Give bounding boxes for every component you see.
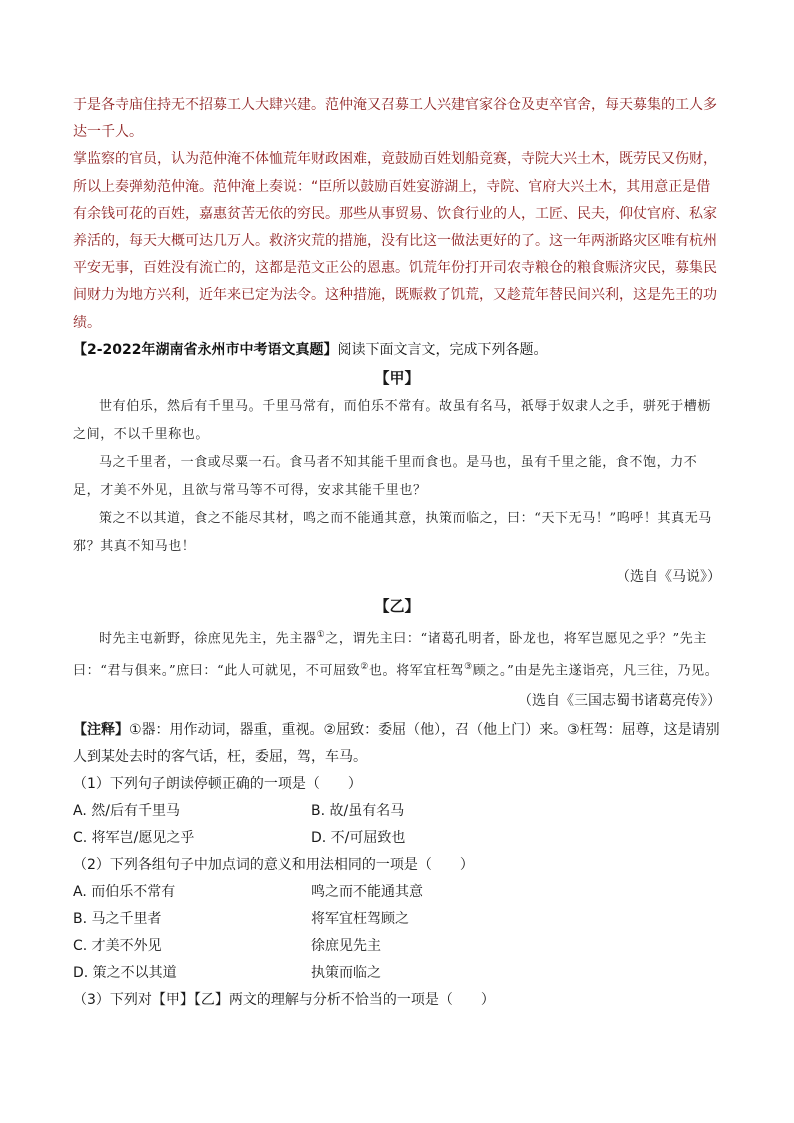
option-c: C. 将军岂/愿见之乎	[73, 830, 195, 847]
question-3-stem: （3）下列对【甲】【乙】两文的理解与分析不恰当的一项是（ ）	[73, 992, 495, 1009]
passage-b-text: 也。将军宜枉驾	[368, 663, 465, 679]
footnote-marker: ①	[316, 629, 326, 640]
passage-b-paragraph	[73, 621, 721, 686]
option-b: B. 故/虽有名马	[311, 803, 405, 820]
option-d: D. 不/可屈致也	[311, 830, 406, 847]
annotation-notes	[73, 717, 721, 771]
passage-a-paragraph: 世有伯乐，然后有千里马。千里马常有，而伯乐不常有。故虽有名马，祇辱于奴隶人之手，骈死于槽枥之间，不以千里称也。	[73, 398, 712, 442]
passage-a-paragraph: 马之千里者，一食或尽粟一石。食马者不知其能千里而食也。是马也，虽有千里之能，食不饱，力不足，才美不外见，且欲与常马等不可得，安求其能千里也？	[73, 454, 698, 498]
option-d-left: D. 策之不以其道	[73, 965, 177, 982]
option-a-left: A. 而伯乐不常有	[73, 884, 176, 901]
passage-b-text: 顾之。”由是先主遂诣亮，凡三往，乃见。	[472, 663, 719, 679]
footnote-marker: ②	[360, 662, 369, 673]
option-b-left: B. 马之千里者	[73, 911, 162, 928]
passage-b-text: 之，谓先主曰：“诸葛孔明者，卧龙也，将军岂愿见之乎？”先主曰：“君与俱来。”庶曰：“此人可就见，不可屈致	[73, 631, 707, 679]
option-c-left: C. 才美不外见	[73, 938, 162, 955]
notes-label: 【注释】	[73, 722, 129, 739]
passage-a-title: 【甲】	[374, 368, 420, 387]
option-b-right: 将军宜枉驾顾之	[311, 911, 409, 928]
document-content	[73, 92, 721, 1014]
question-2-options	[73, 879, 721, 987]
passage-b-text: 时先主屯新野，徐庶见先主，先主器	[99, 631, 317, 647]
passage-b-source: （选自《三国志蜀书诸葛亮传》）	[518, 693, 721, 710]
passage-b-title: 【乙】	[374, 596, 420, 615]
question-instruction: 阅读下面文言文，完成下列各题。	[337, 341, 548, 358]
option-a-right: 鸣之而不能通其意	[311, 884, 423, 901]
question-2-stem: （2）下列各组句子中加点词的意义和用法相同的一项是（ ）	[73, 857, 474, 874]
question-label: 【2-2022年湖南省永州市中考语文真题】	[73, 341, 338, 358]
passage-a-paragraph: 策之不以其道，食之不能尽其材，鸣之而不能通其意，执策而临之，曰：“天下无马！”呜呼！其真无马邪？其真不知马也！	[73, 510, 712, 554]
intro-paragraph-2: 掌监察的官员，认为范仲淹不体恤荒年财政困难，竟鼓励百姓划船竞赛，寺院大兴土木，既劳民又伤财，所以上奏弹劾范仲淹。范仲淹上奏说：“臣所以鼓励百姓宴游湖上，寺院、官府大兴土木，其用意正是借有余钱可花的百姓，嘉惠贫苦无依的穷民。那些从事贸易、饮食行业的人，工匠、民夫，仰仗官府、私家养活的，每天大概可达几万人。救济灾荒的措施，没有比这一做法更好的了。这一年两浙路灾区唯有杭州平安无事，百姓没有流亡的，这都是范文正公的恩惠。饥荒年份打开司农寺粮仓的粮食赈济灾民，募集民间财力为地方兴利，近年来已定为法令。这种措施，既赈救了饥荒，又趁荒年替民间兴利，这是先王的功绩。	[73, 151, 717, 331]
intro-paragraph-1: 于是各寺庙住持无不招募工人大肆兴建。范仲淹又召募工人兴建官家谷仓及吏卒官舍，每天募集的工人多达一千人。	[73, 97, 717, 141]
question-1-stem: （1）下列句子朗读停顿正确的一项是（ ）	[73, 776, 362, 793]
option-c-right: 徐庶见先主	[311, 938, 381, 955]
footnote-marker: ③	[464, 662, 473, 673]
notes-text: ①器：用作动词，器重，重视。②屈致：委屈（他），召（他上门）来。③枉驾：屈尊，这是请别人到某处去时的客气话，枉，委屈，驾，车马。	[73, 722, 720, 766]
passage-a-source: （选自《马说》）	[616, 568, 721, 585]
question-1-options	[73, 798, 721, 852]
option-d-right: 执策而临之	[311, 965, 381, 982]
option-a: A. 然/后有千里马	[73, 803, 180, 820]
question-header	[73, 337, 721, 363]
